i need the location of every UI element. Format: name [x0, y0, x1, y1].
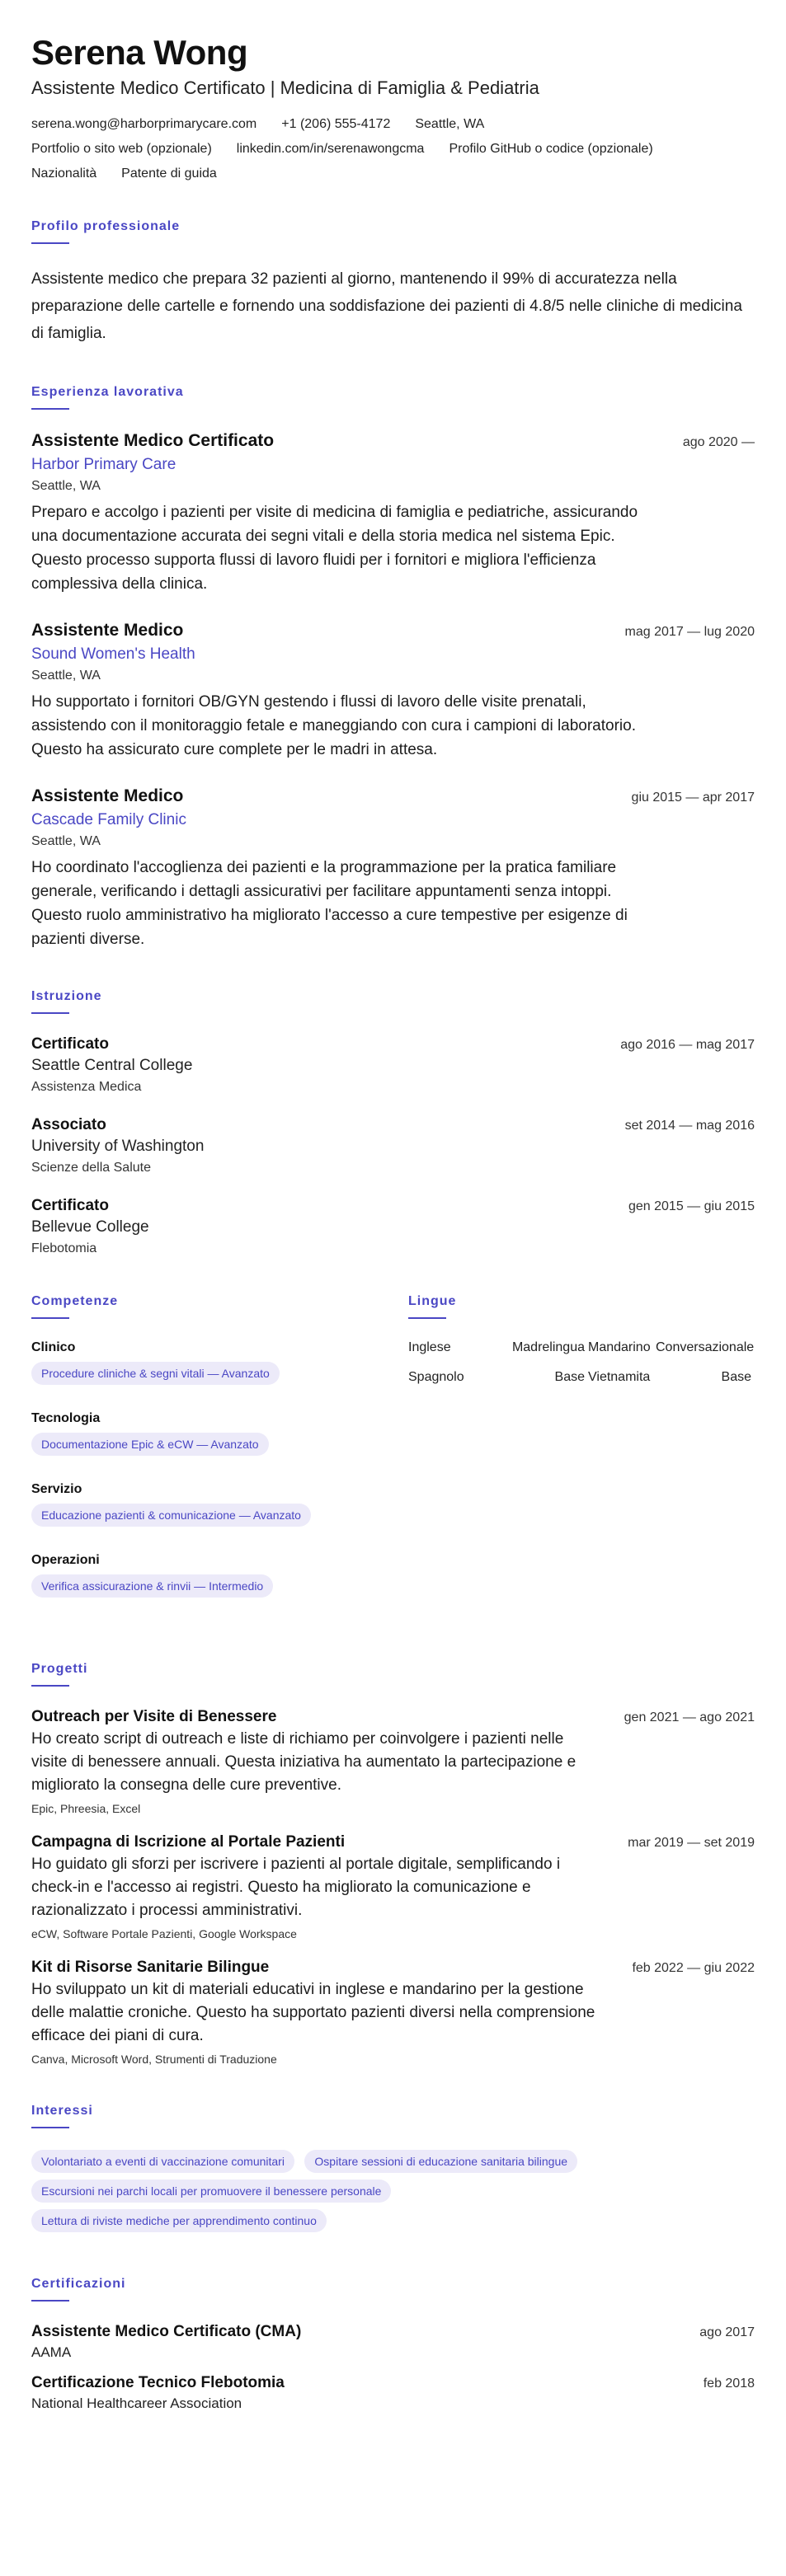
- certification-issuer: AAMA: [31, 2344, 72, 2360]
- section-title-certifications: Certificazioni: [31, 2277, 126, 2291]
- experience-org: Cascade Family Clinic: [31, 811, 186, 828]
- language-name: Vietnamita: [588, 1370, 651, 1384]
- certification-date: feb 2018: [703, 2377, 755, 2391]
- interests-list: [31, 2150, 691, 2239]
- section-title-summary: Profilo professionale: [31, 219, 181, 233]
- skills-section: [31, 1294, 408, 1624]
- contact-github[interactable]: Profilo GitHub o codice (opzionale): [449, 142, 653, 156]
- project-name: Campagna di Iscrizione al Portale Pazienti: [31, 1833, 346, 1851]
- section-title-experience: Esperienza lavorativa: [31, 385, 184, 399]
- candidate-name: Serena Wong: [31, 33, 248, 72]
- education-school: Seattle Central College: [31, 1057, 193, 1074]
- interest-chip: Volontariato a eventi di vaccinazione comunitari: [31, 2150, 294, 2173]
- candidate-headline: Assistente Medico Certificato | Medicina di Famiglia & Pediatria: [31, 77, 539, 98]
- languages-section: [408, 1294, 755, 1624]
- contact-license: Patente di guida: [121, 167, 217, 181]
- experience-entry: [31, 786, 755, 951]
- skill-category: Tecnologia: [31, 1411, 101, 1425]
- skill-category: Operazioni: [31, 1553, 100, 1567]
- contact-portfolio[interactable]: Portfolio o sito web (opzionale): [31, 142, 212, 156]
- project-date: mar 2019 — set 2019: [628, 1836, 755, 1850]
- education-date: set 2014 — mag 2016: [624, 1119, 755, 1133]
- language-name: Spagnolo: [408, 1370, 464, 1384]
- project-tech: eCW, Software Portale Pazienti, Google Workspace: [31, 1927, 297, 1940]
- experience-description: Ho coordinato l'accoglienza dei pazienti e la programmazione per la pratica familiare generale, verificando i dettagli assicurativi per facilitare appuntamenti senza intoppi. Questo ruolo amministrativo ha migliorato l'accesso a cure tempestive per esigenze di pazienti diverse.: [31, 859, 628, 948]
- project-name: Outreach per Visite di Benessere: [31, 1708, 277, 1725]
- interest-chip: Lettura di riviste mediche per apprendimento continuo: [31, 2209, 327, 2232]
- contact-row-3: [31, 167, 755, 181]
- experience-location: Seattle, WA: [31, 479, 101, 493]
- certification-issuer: National Healthcareer Association: [31, 2395, 242, 2411]
- summary-section: [31, 219, 755, 347]
- skill-group: [31, 1411, 408, 1462]
- section-divider: [31, 1012, 69, 1014]
- contact-email[interactable]: serena.wong@harborprimarycare.com: [31, 117, 257, 131]
- language-level: Base: [721, 1370, 751, 1384]
- project-entry: [31, 1708, 755, 1815]
- education-entry: [31, 1035, 755, 1095]
- education-entry: [31, 1197, 755, 1256]
- experience-role: Assistente Medico: [31, 621, 184, 640]
- section-title-interests: Interessi: [31, 2104, 93, 2118]
- education-date: ago 2016 — mag 2017: [620, 1038, 755, 1052]
- certification-entry: [31, 2323, 755, 2361]
- experience-date: ago 2020 —: [682, 435, 755, 449]
- education-field: Assistenza Medica: [31, 1080, 142, 1094]
- section-divider: [31, 1685, 69, 1687]
- experience-org: Sound Women's Health: [31, 645, 195, 663]
- certification-entry: [31, 2374, 755, 2412]
- education-entry: [31, 1116, 755, 1175]
- project-date: feb 2022 — giu 2022: [632, 1961, 755, 1975]
- experience-date: mag 2017 — lug 2020: [624, 625, 755, 639]
- languages-grid: [408, 1340, 755, 1385]
- section-divider: [31, 2300, 69, 2302]
- project-tech: Epic, Phreesia, Excel: [31, 1802, 141, 1815]
- contact-linkedin[interactable]: linkedin.com/in/serenawongcma: [236, 142, 425, 156]
- education-degree: Associato: [31, 1116, 106, 1133]
- section-divider: [31, 408, 69, 410]
- language-level: Base: [554, 1370, 585, 1384]
- section-title-projects: Progetti: [31, 1662, 88, 1676]
- skill-chip: Educazione pazienti & comunicazione — Avanzato: [31, 1504, 311, 1527]
- project-entry: [31, 1959, 755, 2066]
- resume-header: [31, 33, 755, 181]
- education-school: Bellevue College: [31, 1218, 149, 1236]
- interest-chip: Escursioni nei parchi locali per promuovere il benessere personale: [31, 2180, 391, 2203]
- section-divider: [31, 242, 69, 244]
- section-title-skills: Competenze: [31, 1294, 119, 1308]
- contact-nationality: Nazionalità: [31, 167, 97, 181]
- education-date: gen 2015 — giu 2015: [628, 1199, 755, 1213]
- education-section: [31, 989, 755, 1256]
- education-degree: Certificato: [31, 1035, 109, 1053]
- experience-role: Assistente Medico Certificato: [31, 431, 275, 450]
- experience-org: Harbor Primary Care: [31, 456, 176, 473]
- contact-row-1: [31, 117, 755, 132]
- skill-group: [31, 1553, 408, 1604]
- contact-location: Seattle, WA: [415, 117, 485, 131]
- skill-group: [31, 1482, 408, 1533]
- certification-date: ago 2017: [699, 2325, 755, 2339]
- interest-chip: Ospitare sessioni di educazione sanitaria bilingue: [304, 2150, 577, 2173]
- education-degree: Certificato: [31, 1197, 109, 1214]
- skill-category: Servizio: [31, 1482, 82, 1496]
- certifications-section: [31, 2277, 755, 2412]
- section-title-education: Istruzione: [31, 989, 102, 1003]
- education-school: University of Washington: [31, 1138, 205, 1155]
- summary-text: Assistente medico che prepara 32 pazienti al giorno, mantenendo il 99% di accuratezza nella preparazione delle cartelle e fornendo una soddisfazione dei pazienti di 4.8/5 nelle cliniche di medicina di famiglia.: [31, 270, 742, 342]
- section-divider: [408, 1317, 446, 1319]
- language-name: Mandarino: [588, 1340, 651, 1354]
- section-title-languages: Lingue: [408, 1294, 457, 1308]
- skills-languages-row: [31, 1294, 755, 1624]
- skill-category: Clinico: [31, 1340, 76, 1354]
- interests-section: [31, 2104, 755, 2239]
- experience-entry: [31, 431, 755, 596]
- project-entry: [31, 1833, 755, 1940]
- section-divider: [31, 1317, 69, 1319]
- skill-chip: Verifica assicurazione & rinvii — Intermedio: [31, 1574, 273, 1598]
- experience-section: [31, 385, 755, 951]
- experience-description: Ho supportato i fornitori OB/GYN gestendo i flussi di lavoro delle visite prenatali, assistendo con il monitoraggio fetale e maneggiando con cura i campioni di laboratorio. Questo ha assicurato cure complete per le madri in attesa.: [31, 693, 636, 758]
- certification-name: Certificazione Tecnico Flebotomia: [31, 2374, 285, 2391]
- education-field: Scienze della Salute: [31, 1161, 151, 1175]
- skill-chip: Procedure cliniche & segni vitali — Avanzato: [31, 1362, 280, 1385]
- project-description: Ho creato script di outreach e liste di richiamo per coinvolgere i pazienti nelle visite di benessere annuali. Questa iniziativa ha aumentato la partecipazione e migliorato la consegna delle cure preventive.: [31, 1730, 577, 1794]
- language-level: Madrelingua: [511, 1340, 585, 1354]
- project-date: gen 2021 — ago 2021: [624, 1710, 755, 1724]
- experience-role: Assistente Medico: [31, 786, 184, 805]
- language-level: Conversazionale: [656, 1340, 755, 1354]
- contact-phone[interactable]: +1 (206) 555-4172: [281, 117, 391, 131]
- language-name: Inglese: [408, 1340, 451, 1354]
- project-name: Kit di Risorse Sanitarie Bilingue: [31, 1959, 270, 1976]
- experience-entry: [31, 621, 755, 762]
- certification-name: Assistente Medico Certificato (CMA): [31, 2323, 302, 2340]
- projects-section: [31, 1662, 755, 2066]
- experience-date: giu 2015 — apr 2017: [631, 791, 755, 805]
- education-field: Flebotomia: [31, 1241, 97, 1255]
- experience-location: Seattle, WA: [31, 834, 101, 848]
- project-tech: Canva, Microsoft Word, Strumenti di Traduzione: [31, 2053, 277, 2066]
- experience-location: Seattle, WA: [31, 669, 101, 683]
- skill-group: [31, 1340, 408, 1391]
- project-description: Ho sviluppato un kit di materiali educativi in inglese e mandarino per la gestione delle malattie croniche. Questo ha supportato pazienti diversi nella comprensione efficace dei piani di cura.: [31, 1981, 595, 2044]
- experience-description: Preparo e accolgo i pazienti per visite di medicina di famiglia e pediatriche, assicurando una documentazione accurata dei segni vitali e della storia medica nel sistema Epic. Questo processo supporta flussi di lavoro fluidi per i fornitori e migliora l'efficienza complessiva della clinica.: [31, 504, 638, 593]
- project-description: Ho guidato gli sforzi per iscrivere i pazienti al portale digitale, semplificando i check-in e l'accesso ai registri. Questo ha migliorato la comunicazione e razionalizzato i processi amministrativi.: [31, 1856, 561, 1919]
- section-divider: [31, 2127, 69, 2128]
- skill-chip: Documentazione Epic & eCW — Avanzato: [31, 1433, 269, 1456]
- contact-row-2: [31, 142, 755, 157]
